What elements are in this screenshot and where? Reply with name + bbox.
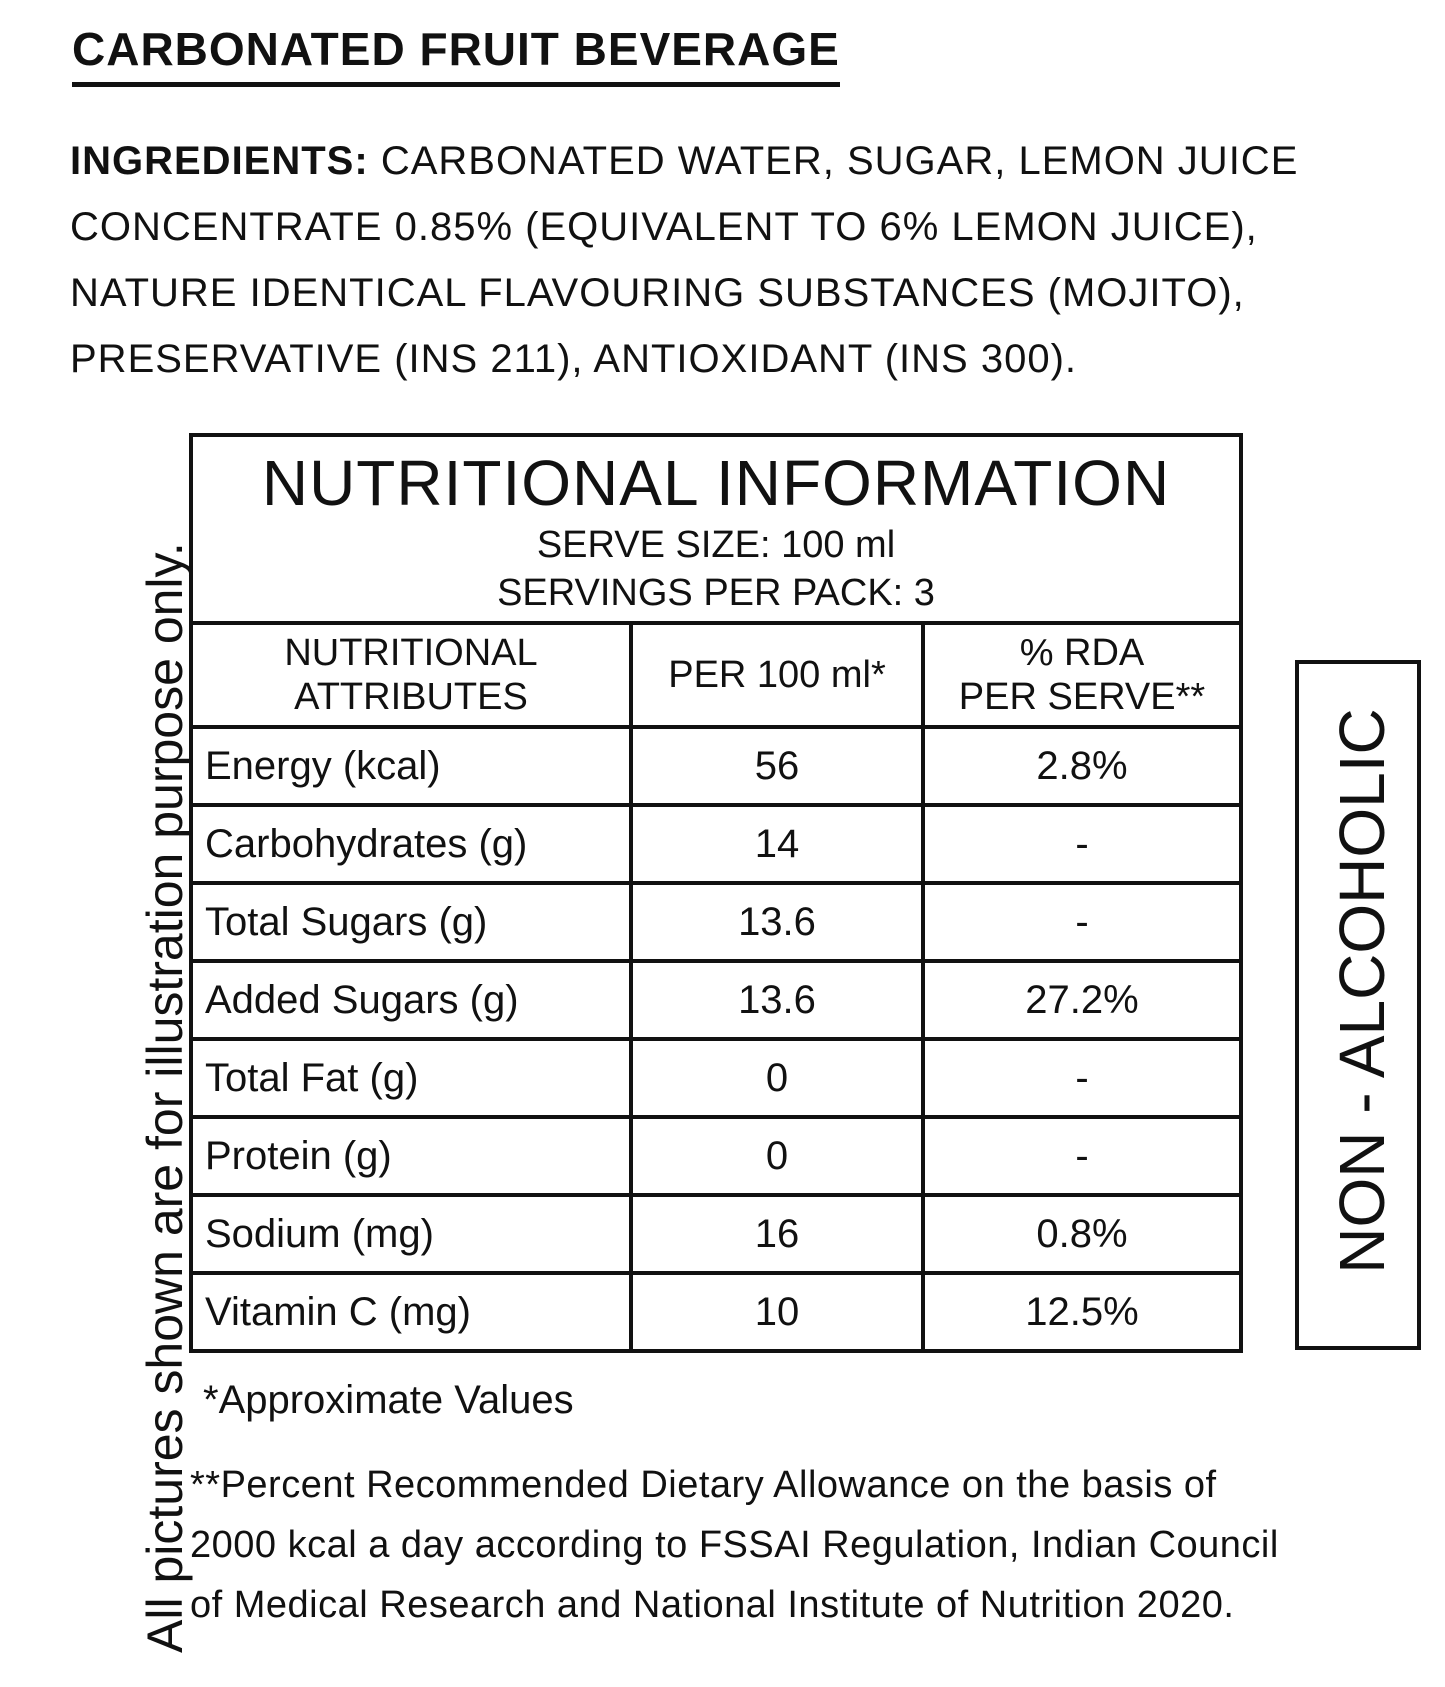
servings-per-pack: SERVINGS PER PACK: 3 bbox=[497, 572, 935, 614]
row-rda: - bbox=[923, 1117, 1239, 1195]
row-attribute: Protein (g) bbox=[193, 1117, 631, 1195]
ingredients-label: INGREDIENTS: bbox=[70, 139, 369, 183]
row-attribute: Total Sugars (g) bbox=[193, 883, 631, 961]
table-row bbox=[193, 1273, 1239, 1349]
serve-size: SERVE SIZE: 100 ml bbox=[536, 524, 896, 566]
ingredients-list: CARBONATED WATER, SUGAR, LEMON JUICE CONCENTRATE 0.85% (EQUIVALENT TO 6% LEMON JUICE), NATURE IDENTICAL FLAVOURING SUBSTANCES (MOJITO), PRESERVATIVE (INS 211), ANTIOXIDANT (INS 300). bbox=[70, 139, 1299, 381]
column-header-attributes: NUTRITIONAL ATTRIBUTES bbox=[193, 625, 631, 727]
row-attribute: Total Fat (g) bbox=[193, 1039, 631, 1117]
row-rda: - bbox=[923, 1039, 1239, 1117]
row-attribute: Sodium (mg) bbox=[193, 1195, 631, 1273]
nutrition-panel bbox=[189, 433, 1243, 1353]
row-attribute: Vitamin C (mg) bbox=[193, 1273, 631, 1349]
nutrition-header bbox=[193, 437, 1239, 625]
row-per100: 13.6 bbox=[631, 961, 923, 1039]
column-header-rda: % RDA PER SERVE** bbox=[923, 625, 1239, 727]
row-attribute: Added Sugars (g) bbox=[193, 961, 631, 1039]
row-per100: 56 bbox=[631, 727, 923, 805]
row-per100: 16 bbox=[631, 1195, 923, 1273]
table-row bbox=[193, 1039, 1239, 1117]
row-per100: 0 bbox=[631, 1039, 923, 1117]
row-attribute: Carbohydrates (g) bbox=[193, 805, 631, 883]
row-per100: 13.6 bbox=[631, 883, 923, 961]
column-header-per100: PER 100 ml* bbox=[631, 625, 923, 727]
row-per100: 14 bbox=[631, 805, 923, 883]
illustration-disclaimer: All pictures shown are for illustration purpose only. bbox=[137, 542, 193, 1653]
non-alcoholic-badge bbox=[1295, 660, 1421, 1350]
table-row bbox=[193, 883, 1239, 961]
non-alcoholic-label: NON - ALCOHOLIC bbox=[1326, 708, 1398, 1274]
ingredients-text bbox=[70, 128, 1370, 392]
row-rda: 27.2% bbox=[923, 961, 1239, 1039]
row-rda: 2.8% bbox=[923, 727, 1239, 805]
row-attribute: Energy (kcal) bbox=[193, 727, 631, 805]
row-rda: - bbox=[923, 805, 1239, 883]
nutrition-heading: NUTRITIONAL INFORMATION bbox=[261, 447, 1171, 519]
table-row bbox=[193, 727, 1239, 805]
table-row bbox=[193, 961, 1239, 1039]
row-per100: 0 bbox=[631, 1117, 923, 1195]
row-rda: 0.8% bbox=[923, 1195, 1239, 1273]
nutrition-table bbox=[193, 625, 1239, 1349]
table-row bbox=[193, 805, 1239, 883]
approximate-values-note: *Approximate Values bbox=[203, 1378, 574, 1422]
row-rda: - bbox=[923, 883, 1239, 961]
row-per100: 10 bbox=[631, 1273, 923, 1349]
table-row bbox=[193, 1117, 1239, 1195]
rda-footnote: **Percent Recommended Dietary Allowance on the basis of 2000 kcal a day according to FSSAI Regulation, Indian Council of Medical Research and National Institute of Nutrition 2020. bbox=[190, 1464, 1279, 1626]
product-title: CARBONATED FRUIT BEVERAGE bbox=[72, 22, 840, 87]
row-rda: 12.5% bbox=[923, 1273, 1239, 1349]
table-header-row bbox=[193, 625, 1239, 727]
table-row bbox=[193, 1195, 1239, 1273]
